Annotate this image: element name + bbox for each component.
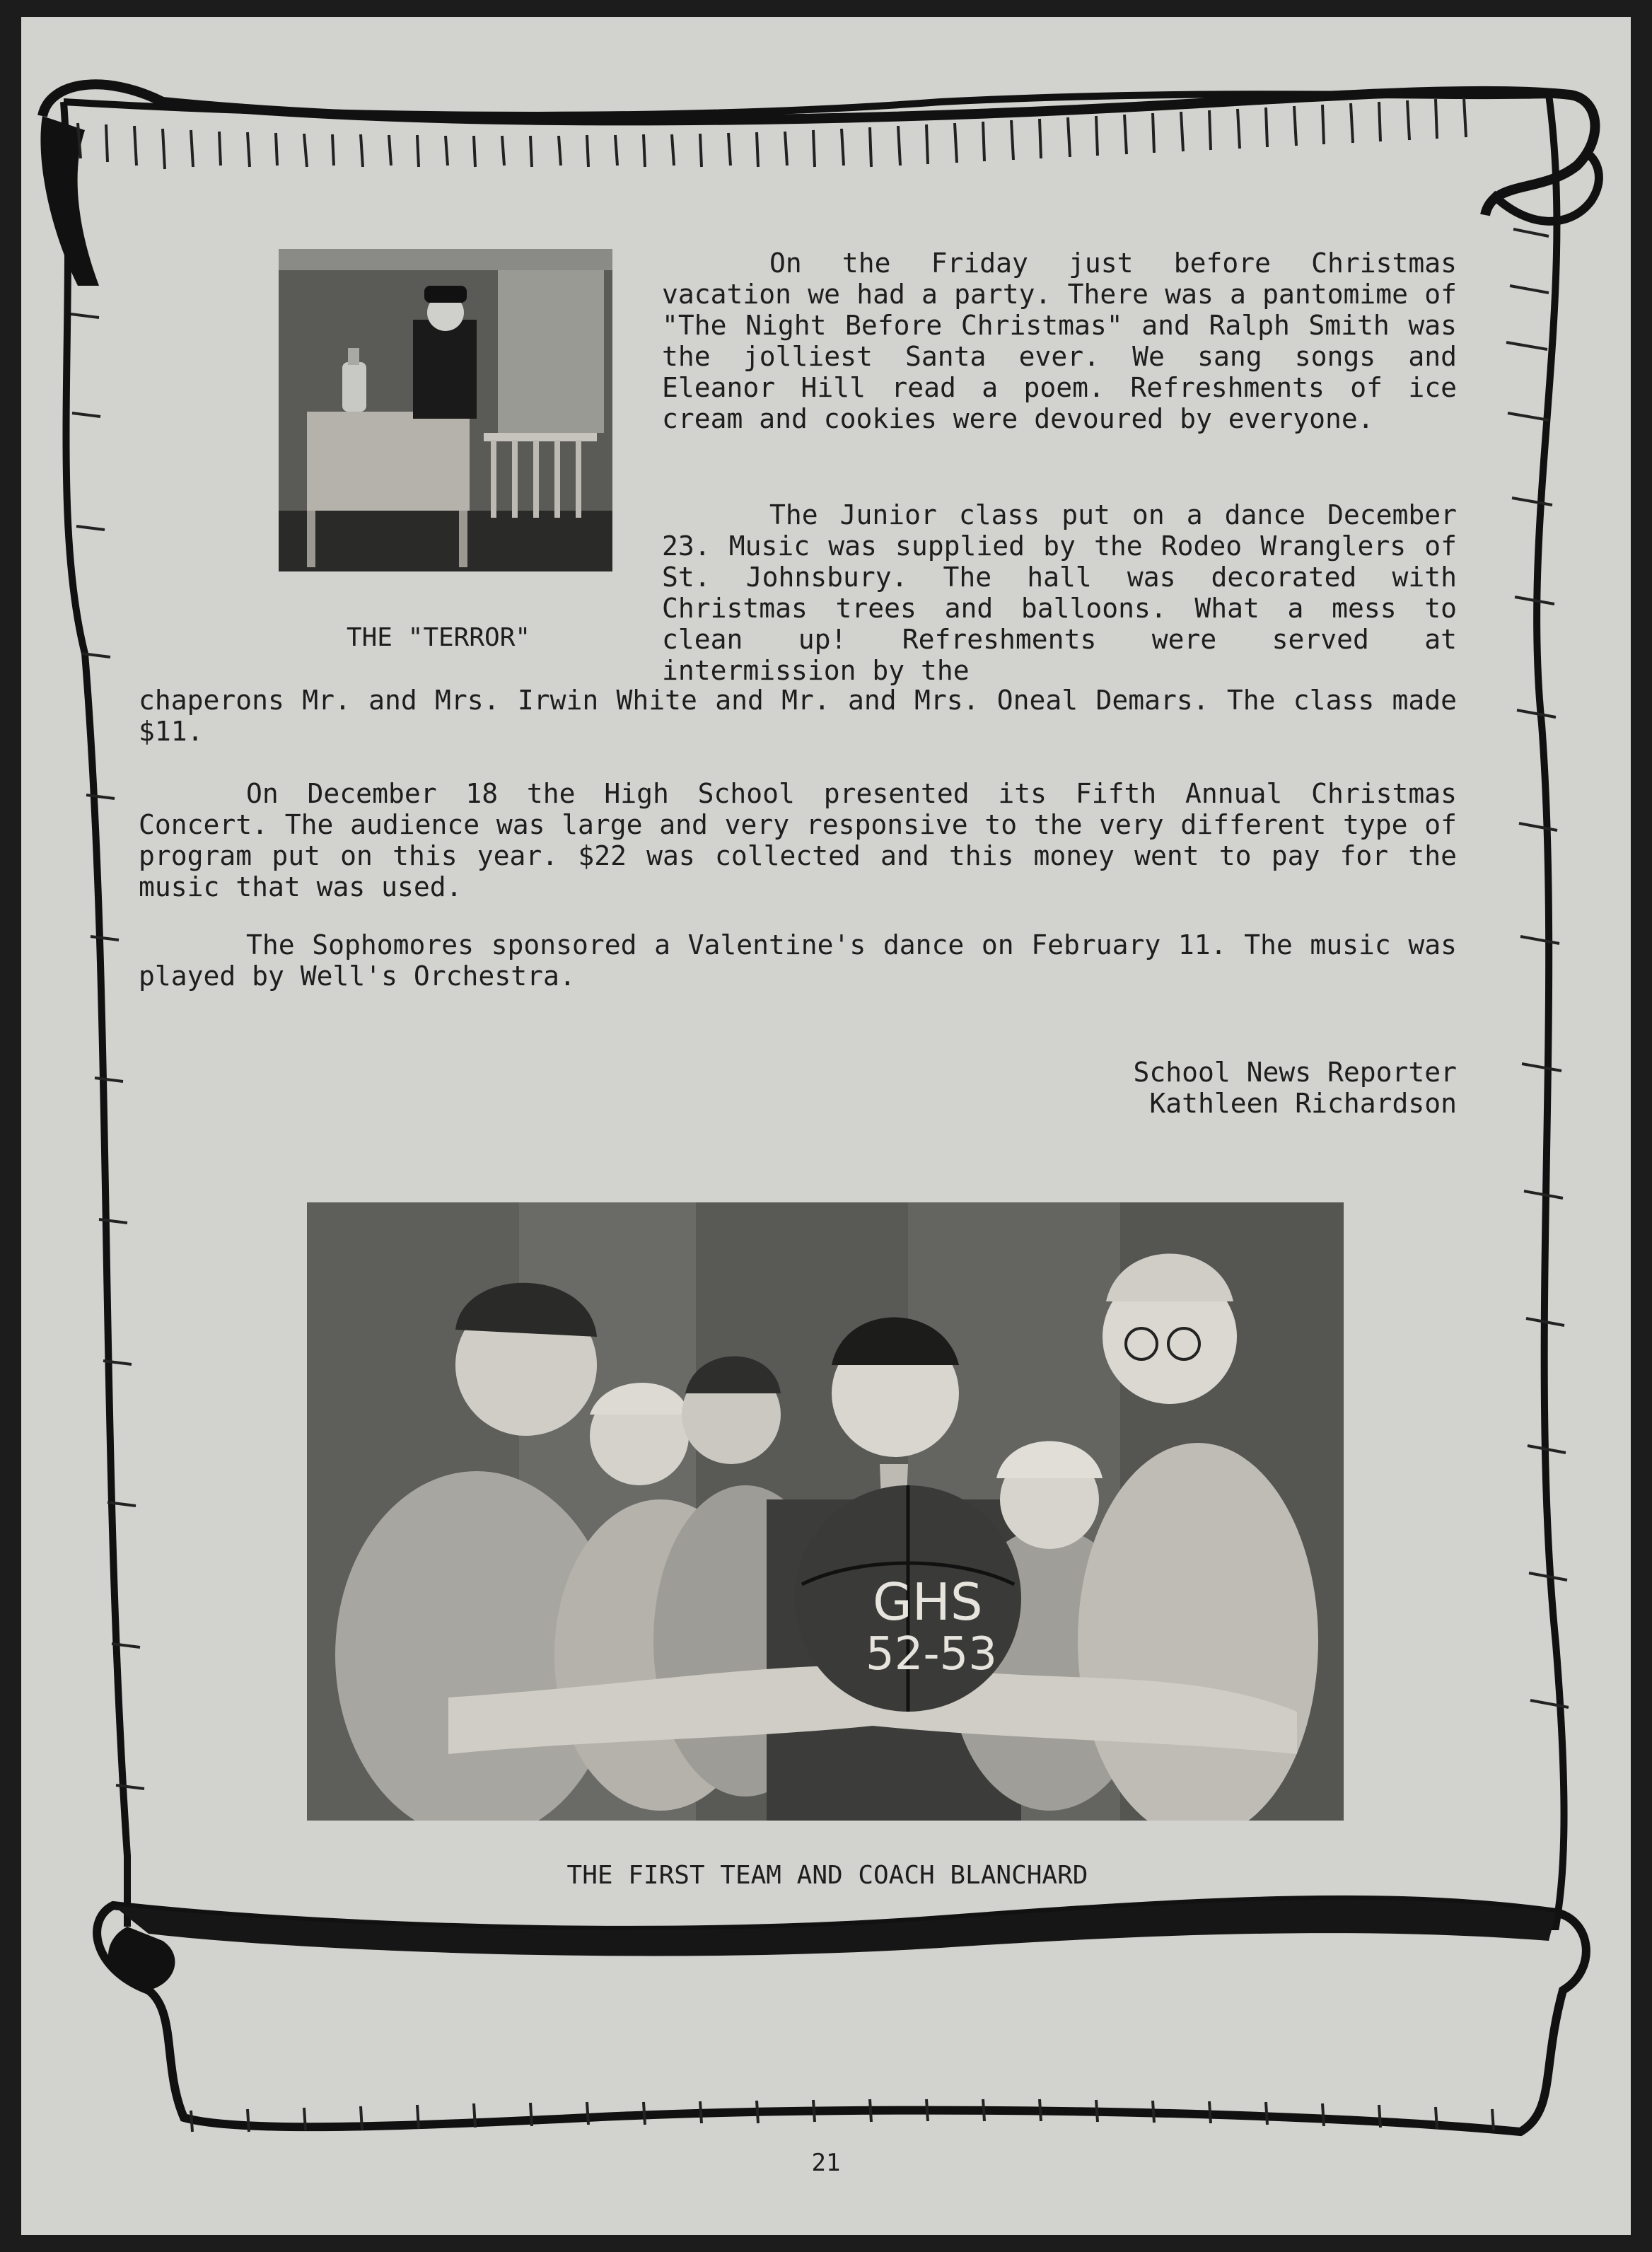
yearbook-page (21, 17, 1631, 2235)
reporter-name: Kathleen Richardson (1149, 1088, 1457, 1119)
article-para-2-wrap: The Junior class put on a dance December 23. Music was supplied by the Rodeo Wranglers of St. Johnsbury. The hall was decorated with Christmas trees and balloons. What a mess to clean up! Refreshments were served at intermission by the (662, 499, 1457, 686)
ball-text-line1: GHS (873, 1572, 983, 1632)
article-para-3: On December 18 the High School presented its Fifth Annual Christmas Concert. The audience was large and very responsive to the very different type of program put on this year. $22 was collected and this money went to pay for the music that was used. (139, 778, 1457, 902)
team-photo-image (307, 1202, 1344, 1821)
ball-text-line2: 52-53 (866, 1628, 997, 1681)
photo-team (307, 1202, 1344, 1821)
terror-caption: THE "TERROR" (346, 623, 531, 652)
article-para-1: On the Friday just before Christmas vacation we had a party. There was a pantomime of "The Night Before Christmas" and Ralph Smith was the jolliest Santa ever. We sang songs and Eleanor Hill read a poem. Refreshments of ice cream and cookies were devoured by everyone. (662, 248, 1457, 434)
team-caption: THE FIRST TEAM AND COACH BLANCHARD (566, 1861, 1088, 1890)
photo-terror (279, 249, 612, 571)
terror-photo-image (279, 249, 612, 571)
page-number: 21 (811, 2149, 841, 2177)
article-para-4: The Sophomores sponsored a Valentine's dance on February 11. The music was played by Well's Orchestra. (139, 929, 1457, 992)
article-para-2-full: chaperons Mr. and Mrs. Irwin White and Mr. and Mrs. Oneal Demars. The class made $11. (139, 685, 1457, 747)
reporter-title: School News Reporter (1133, 1057, 1457, 1088)
